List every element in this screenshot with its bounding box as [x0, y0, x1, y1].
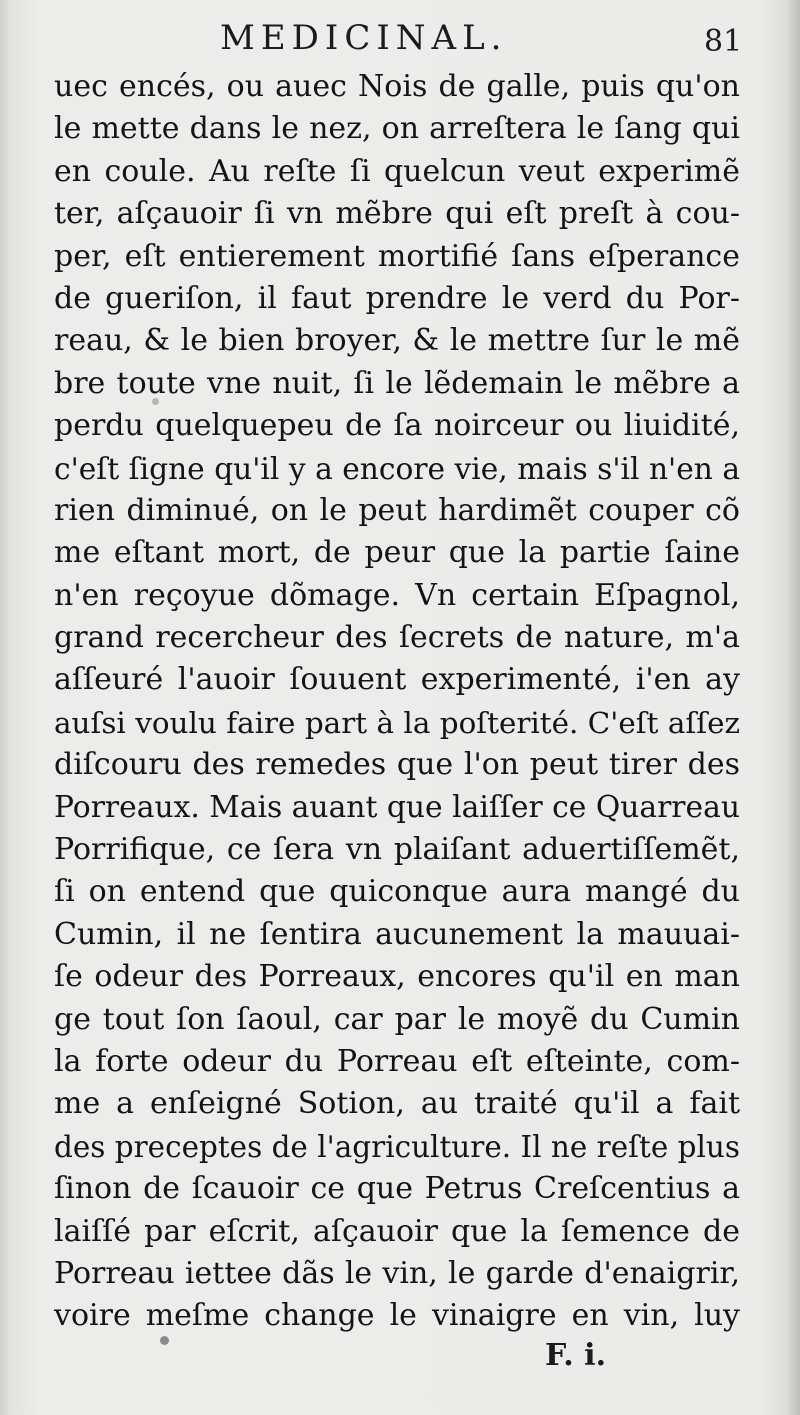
text-line: ge tout ſon ſaoul, car par le moyẽ du Cumin — [54, 1001, 740, 1037]
text-line: rien diminué, on le peut hardimẽt couper cõ — [54, 492, 740, 528]
text-line: auſsi voulu faire part à la poſterité. C'eſt aſſez — [54, 705, 740, 740]
running-title: MEDICINAL. — [220, 18, 508, 58]
text-line: le mette dans le nez, on arreſtera le ſang qui — [54, 111, 740, 147]
text-line: ter, aſçauoir ſi vn mẽbre qui eſt preſt à cou- — [54, 196, 740, 232]
text-line: Porreau iettee dãs le vin, le garde d'enaigrir, — [54, 1255, 740, 1291]
text-line: Porrifique, ce ſera vn plaiſant aduertiſſemẽt, — [54, 832, 740, 868]
text-line: per, eſt entierement mortifié ſans eſperance — [54, 238, 740, 274]
text-line: grand recercheur des ſecrets de nature, m'a — [54, 620, 740, 656]
text-line: la forte odeur du Porreau eſt eſteinte, com- — [54, 1043, 740, 1079]
ink-spot — [152, 398, 159, 405]
body-text — [54, 66, 740, 1338]
text-line: reau, & le bien broyer, & le mettre ſur le mẽ — [54, 323, 740, 359]
text-line: me a enſeigné Sotion, au traité qu'il a fait — [54, 1086, 740, 1122]
text-line: voire meſme change le vinaigre en vin, luy — [54, 1298, 740, 1334]
text-line: ſi on entend que quiconque aura mangé du — [54, 874, 740, 910]
text-line: uec encés, ou auec Nois de galle, puis qu'on — [54, 69, 740, 104]
text-line: c'eſt ſigne qu'il y a encore vie, mais s'il n'en a — [54, 450, 740, 486]
text-line: bre toute vne nuit, ſi le lẽdemain le mẽbre a — [54, 365, 740, 401]
text-line: aſſeuré l'auoir ſouuent experimenté, i'en ay — [54, 662, 740, 698]
page-edge-shadow — [786, 0, 800, 1415]
text-line: ſe odeur des Porreaux, encores qu'il en man — [54, 959, 740, 995]
running-head — [0, 14, 800, 58]
signature-mark: F. i. — [545, 1338, 607, 1373]
text-line: me eſtant mort, de peur que la partie ſaine — [54, 535, 740, 571]
text-line: Cumin, il ne ſentira aucunement la mauuai- — [54, 916, 740, 952]
ink-spot — [160, 1336, 169, 1345]
text-line: de gueriſon, il faut prendre le verd du Por- — [54, 280, 740, 316]
text-line: n'en reçoyue dõmage. Vn certain Eſpagnol, — [54, 577, 740, 613]
text-line: en coule. Au reſte ſi quelcun veut experimẽ — [54, 153, 740, 189]
text-line: laiſſé par eſcrit, aſçauoir que la ſemence de — [54, 1213, 740, 1249]
page-number: 81 — [704, 24, 743, 59]
text-line: des preceptes de l'agriculture. Il ne reſte plus — [54, 1129, 740, 1164]
text-line: ſinon de ſcauoir ce que Petrus Creſcentius a — [54, 1171, 740, 1207]
text-line: Porreaux. Mais auant que laiſſer ce Quarreau — [54, 789, 740, 825]
text-line: perdu quelquepeu de ſa noirceur ou liuidité, — [54, 408, 740, 444]
text-line: diſcouru des remedes que l'on peut tirer des — [54, 747, 740, 783]
